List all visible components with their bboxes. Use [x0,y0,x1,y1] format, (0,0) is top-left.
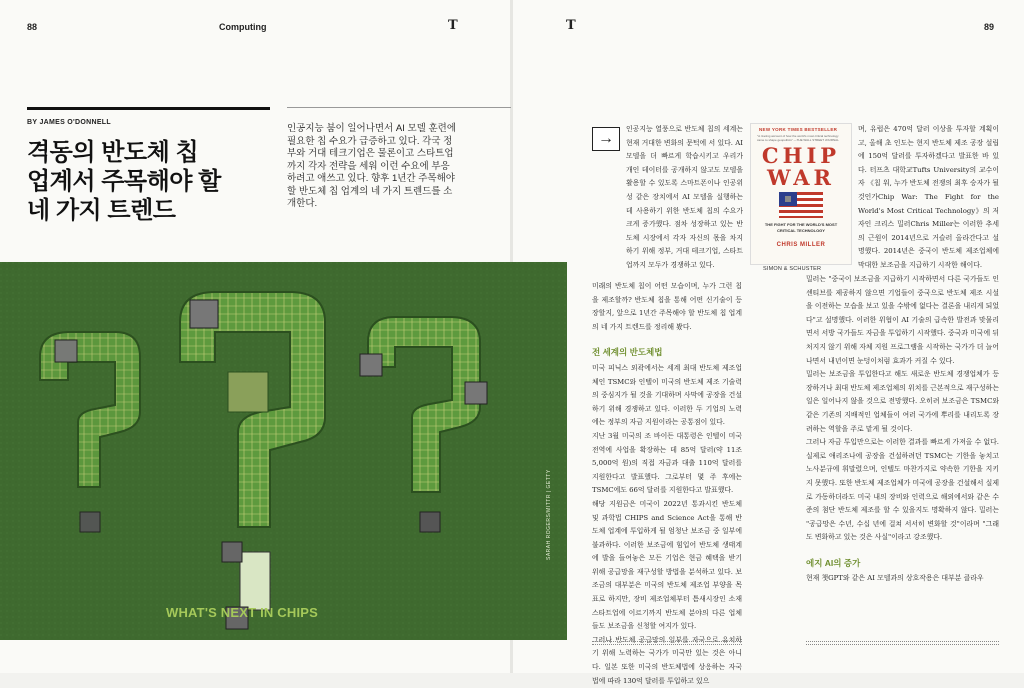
body-col-2 [806,273,999,586]
paragraph: 그러나 반도체 공급망의 일부를 자국으로 유치하기 위해 노력하는 국가가 미국만 있는 것은 아니다. 일본 또한 미국의 반도체법에 상응하는 자국 법에 따라 130억 달러를 투입하고 있으 [592,635,742,685]
book-cover [750,123,852,265]
headline [27,138,277,225]
paragraph: 밀러는 "중국이 보조금을 지급하기 시작하면서 다른 국가들도 인센티브를 제공하지 않으면 기업들이 중국으로 반도체 제조 시설을 이전하는 모습을 보고 있을 수밖에 없다는 결론을 내리게 되었다"고 설명했다. 이러한 위협이 AI 기술의 급속한 발전과 맞물리면서 서방 국가들도 자금을 투입하기 시작했다. 중국과 미국에 뒤처지지 않기 위해 자체 지원 프로그램을 시작하는 국가가 더 늘어나면서 내년이면 눈덩이처럼 효과가 커질 수 있다. [806,275,999,365]
book-banner: NEW YORK TIMES BESTSELLER [759,127,838,132]
circuit-board-artwork [0,262,567,640]
paragraph: 며, 유럽은 470억 달러 이상을 투자할 계획이고, 올해 초 인도는 현지 반도체 제조 공장 설립에 150억 달러를 투자하겠다고 발표한 바 있다. 터프츠 대학교Tufts University의 교수이자 《칩 워, 누가 반도체 전쟁의 최후 승자가 될 것인가Chip War: The Fight for the World's Most Critical Technology》의 저자인 크리스 밀러Chris Miller는 이러한 추세의 근원이 2014년으로 거슬러 올라간다고 설명했다. 2014년은 중국이 반도체 제조업체에 막대한 보조금을 지급하기 시작한 해이다. [858,125,999,269]
body-col-2-lead [858,123,999,273]
paragraph: 그러나 자금 투입만으로는 이러한 결과를 빠르게 가져올 수 없다. 실제로 애리조나에 공장을 건설하려던 TSMC는 기한을 놓치고 노사분규에 휘말렸으며, 인텔도 마찬가지로 약속한 기한을 지키지 못했다. 또한 반도체 제조업체가 미국에 공장을 건설해서 실제로 가동하더라도 미국 내의 장비와 인력으로 해외에서와 같은 수준의 첨단 반도체 제조를 할 수 있을지도 명확하지 않다. 밀러는 "공급망은 수년, 수십 년에 걸쳐 서서히 변화할 것"이라며 "그래도 변화하고 있는 것은 사실"이라고 강조했다. [806,438,999,542]
paragraph: 해당 지원금은 미국이 2022년 통과시킨 반도체 및 과학법 CHIPS and Science Act을 통해 반도체 업계에 투입하게 될 엄청난 보조금 중 일부에 불과하다. 이러한 보조금에 힘입어 반도체 생태계에 발을 들여놓은 모든 기업은 현금 혜택을 받기 위해 공급망을 재구성할 방법을 분석하고 있다. 보조금의 대부분은 미국의 반도체 제조업 부양을 목표로 하지만, 장비 제조업체부터 틈새시장인 소재 스타트업에 이르기까지 반도체 분야의 다른 업체들도 보조금을 신청할 여지가 있다. [592,499,742,631]
paragraph: 인공지능 열풍으로 반도체 칩의 세계는 현재 거대한 변화의 문턱에 서 있다. AI 모델을 더 빠르게 학습시키고 우리가 개인 데이터를 공개하지 않고도 모델을 활용할 수 있도록 스마트폰이나 인공위성 같은 장치에서 AI 모델을 실행하는 데 사용하기 위한 반도체 칩의 수요가 크게 증가했다. 점차 성장하고 있는 반도체 시장에서 각자 자신의 몫을 차지하기 위해 정부, 거대 테크기업, 스타트업까지 모두가 경쟁하고 있다. [626,125,743,269]
page-number-left: 88 [27,22,38,32]
top-rule [287,107,511,108]
book-subtitle: THE FIGHT FOR THE WORLD'S MOST CRITICAL TECHNOLOGY [764,222,838,233]
paragraph: 미국 피닉스 외곽에서는 세계 최대 반도체 제조업체인 TSMC와 인텔이 미국의 반도체 제조 기술력의 중심지가 될 것을 기대하며 사막에 공장을 건설하기 위해 경쟁하고 있다. 이러한 두 기업의 노력에는 정부의 자금 지원이라는 공통점이 있다. [592,363,742,427]
subhead: 에지 AI의 증가 [806,557,861,568]
section-label: Computing [219,22,267,32]
headline-line: 업계서 주목해야 할 [27,168,221,195]
deck: 인공지능 붐이 일어나면서 AI 모델 훈련에 필요한 칩 수요가 급증하고 있다. 각국 정부와 거대 테크기업은 물론이고 스타트업까지 각자 전략을 세워 이런 수요에 부응하려고 애쓰고 있다. 향후 1년간 주목해야 할 반도체 칩 업계의 네 가지 트렌드를 소개한다. [287,123,457,209]
book-blurb: "A riveting account of how the world's most critical technology came to shape geopolitics" —THE WALL STREET JOURNAL [757,134,839,142]
headline-line: 네 가지 트렌드 [27,197,176,224]
book-title: WAR [767,165,835,190]
question-mark-circuit-illustration [0,262,567,640]
byline: BY JAMES O'DONNELL [27,119,111,126]
paragraph: 현재 챗GPT와 같은 AI 모델과의 상호작용은 대부분 클라우 [806,574,984,583]
paragraph: 밀러는 보조금을 투입한다고 해도 새로운 반도체 경쟁업체가 등장하거나 최대 반도체 제조업체의 위치를 근본적으로 재구성하는 일은 일어나지 않을 것으로 전망했다. 오히려 보조금은 TSMC와 같은 기존의 지배적인 업체들이 여러 국가에 뿌리를 내리도록 장려하는 역할을 주로 맡게 될 것이다. [806,370,999,433]
flag-icon [779,192,823,218]
headline-line: 격동의 반도체 칩 [27,139,199,166]
body-col-1 [592,280,742,685]
paragraph: 미래의 반도체 칩이 어떤 모습이며, 누가 그런 칩을 제조할까? 반도체 칩을 통해 어떤 신기술이 등장할지, 앞으로 1년간 주목해야 할 반도체 칩 업계의 네 가지 트렌드를 정리해 봤다. [592,282,742,331]
byline-rule [27,107,270,110]
footer-rule [592,641,742,645]
footer-rule [806,641,999,645]
art-caption: WHAT'S NEXT IN CHIPS [166,605,319,620]
book-title: CHIP [761,143,841,168]
paragraph: 지난 3월 미국의 조 바이든 대통령은 인텔이 미국 전역에 사업을 확장하는 데 85억 달러(약 11조 5,000억 원)의 직접 자금과 대출 110억 달러를 지원한다고 발표했다. 그로부터 몇 주 후에는 TSMC에도 66억 달러를 지원한다고 발표했다. [592,431,742,495]
logo-mark-left: T [448,18,458,33]
book-publisher: SIMON & SCHUSTER [763,266,822,272]
book-author: CHRIS MILLER [776,242,826,248]
photo-credit: SARAH ROGERS/MITTR | GETTY [546,469,552,560]
subhead: 전 세계의 반도체법 [592,347,663,358]
arrow-right-icon: → [592,127,620,151]
logo-mark-right: T [566,18,576,33]
body-col-1-lead [626,123,743,273]
page-number-right: 89 [984,22,995,32]
